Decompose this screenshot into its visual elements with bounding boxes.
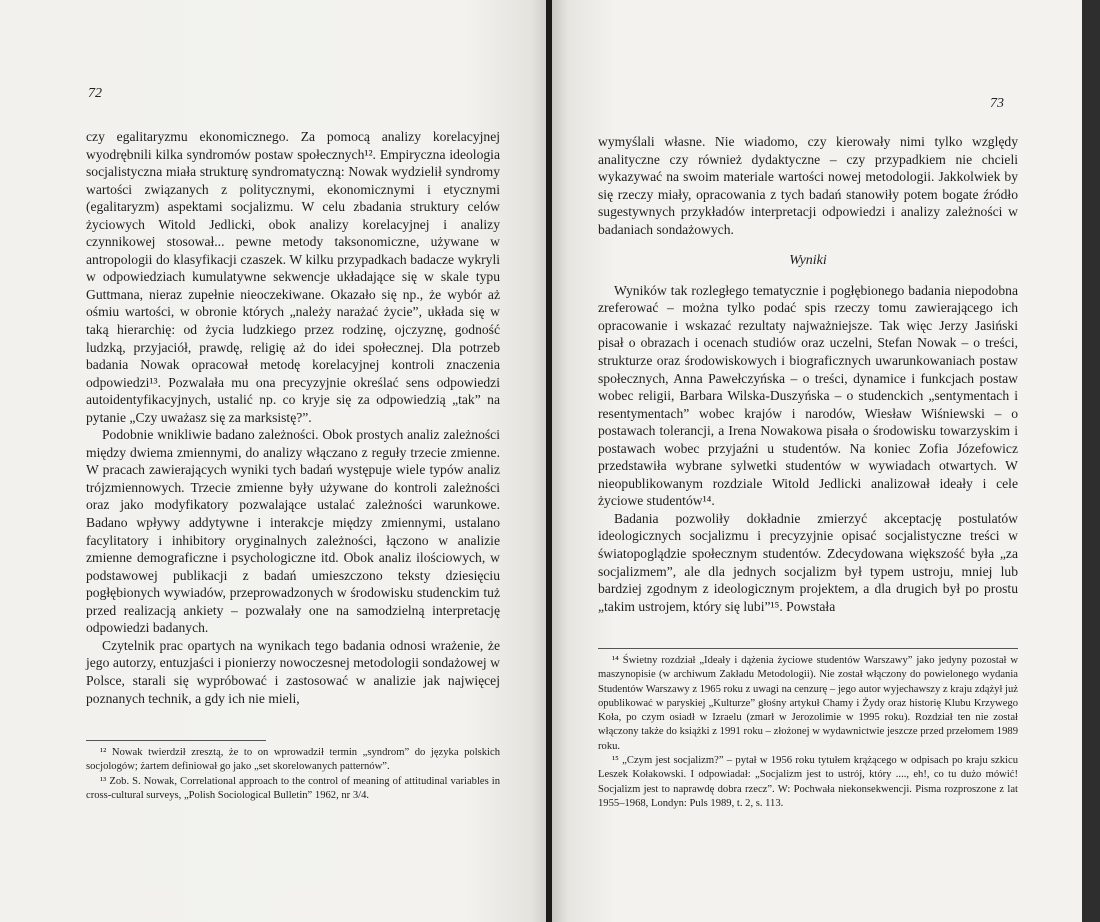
footnote: ¹⁵ „Czym jest socjalizm?” – pytał w 1956 roku tytułem krążącego w odpisach po kraju szkicu Leszek Kołakowski. I odpowiadał: „Socjalizm jest to ustrój, który ...., eh!, co tu dużo mówić! Socjalizm jest to naprawdę dobra rzecz”. W: Pochwała niekonsekwencji. Pisma rozproszone z lat 1955–1968, Londyn: Puls 1989, t. 2, s. 113. — [598, 755, 1018, 809]
footnote-divider — [86, 740, 266, 741]
background-edge — [1082, 0, 1100, 922]
left-body-text — [86, 128, 500, 707]
paragraph: Czytelnik prac opartych na wynikach tego badania odnosi wrażenie, że jego autorzy, entuzjaści i pionierzy nowoczesnej metodologii sondażowej w Polsce, starali się wypróbować i zastosować w analizie jak najwięcej poznanych technik, a gdy ich nie mieli, — [86, 637, 500, 706]
footnote: ¹² Nowak twierdził zresztą, że to on wprowadził termin „syndrom” do języka polskich socjologów; żartem definiował go jako „set skorelowanych patternów”. — [86, 747, 500, 773]
paragraph: Badania pozwoliły dokładnie zmierzyć akceptację postulatów ideologicznych socjalizmu i precyzyjnie opisać socjalistyczne treści w światopoglądzie społecznym studentów. Zdecydowana większość była „za socjalizmem”, ale dla jednych socjalizm był typem ustroju, mniej lub bardziej zgodnym z ideologicznym projektem, a dla drugich był po prostu „takim ustrojem, który się lubi”¹⁵. Powstała — [598, 510, 1018, 614]
paragraph: wymyślali własne. Nie wiadomo, czy kierowały nimi tylko względy analityczne czy również dydaktyczne – czy przypadkiem nie chcieli wykazywać na swoim materiale wartości nowej metodologii. Jakkolwiek by się rzeczy miały, opracowania z tych badań stanowiły potem bogate źródło sugestywnych przykładów interpretacji odpowiedzi i analizy zależności w badaniach sondażowych. — [598, 134, 1018, 237]
section-heading: Wyniki — [789, 253, 827, 269]
left-page — [0, 0, 548, 922]
footnote: ¹³ Zob. S. Nowak, Correlational approach to the control of meaning of attitudinal variables in cross-cultural surveys, „Polish Sociological Bulletin” 1962, nr 3/4. — [86, 775, 500, 801]
page-number-right: 73 — [990, 96, 1004, 111]
right-body-text — [598, 133, 1018, 615]
footnote-divider — [598, 648, 1018, 649]
page-number-left: 72 — [88, 86, 102, 101]
paragraph: Wyników tak rozległego tematycznie i pogłębionego badania niepodobna zreferować – można tylko podać spis rzeczy tomu zawierającego ich opracowanie i wskazać rezultaty najważniejsze. Tak więc Jerzy Jasiński pisał o obrazach i ocenach studiów oraz uczelni, Stefan Nowak – o treści, strukturze oraz środowiskowych i biograficznych uwarunkowaniach postaw społecznych, Anna Pawełczyńska – o treści, dynamice i funkcjach postaw wobec religii, Barbara Wilska-Duszyńska – o studenckich „sentymentach i resentymentach” wobec krajów i narodów, Wiesław Wiśniewski – o postawach tolerancji, a Irena Nowakowa pisała o środowisku towarzyskim i postawach wobec przyjaźni u studentów. Na koniec Zofia Józefowicz przedstawiła wybrane sylwetki studentów w wywiadach otwartych. W nieopublikowanym rozdziale Witold Jedlicki analizował ideały i cele życiowe studentów¹⁴. — [598, 282, 1018, 509]
paragraph: czy egalitaryzmu ekonomicznego. Za pomocą analizy korelacyjnej wyodrębnili kilka syndromów postaw społecznych¹². Empiryczna ideologia socjalistyczna miała strukturę syndromatyczną: Nowak wydzielił syndromy wartości związanych z politycznymi, ekonomicznymi i etycznymi (egalitaryzm) aspektami socjalizmu. W celu zbadania struktury celów życiowych Witold Jedlicki, obok analizy korelacyjnej i analizy czynnikowej stosował... pewne metody taksonomiczne, używane w antropologii do klasyfikacji czaszek. W kilku przypadkach badacze wykryli w odpowiedziach kumulatywne sekwencje układające się w skale typu Guttmana, nieraz zupełnie nieoczekiwane. Okazało się np., że wybór aż ośmiu wartości, w obronie których „należy narażać życie”, układa się w taką hierarchię: od życia ludzkiego przez rodzinę, ojczyznę, godność ludzką, przyjaciół, prawdę, religię aż do idei społecznej. Dla potrzeb badania Nowak opracował metodę korelacyjnej kontroli znaczenia odpowiedzi¹³. Pozwalała mu ona precyzyjnie określać sens odpowiedzi autoidentyfikacyjnych, ustalić np. co kryje się za odpowiedzią „tak” na pytanie „Czy uważasz się za marksistę?”. — [86, 129, 500, 425]
left-footnotes — [86, 746, 500, 803]
right-footnotes — [598, 654, 1018, 811]
paragraph: Podobnie wnikliwie badano zależności. Obok prostych analiz zależności między dwiema zmiennymi, do analizy włączano z reguły trzecie zmienne. W pracach zawierających wyniki tych badań występuje wiele typów analiz trójzmiennowych. Trzecie zmienne były używane do kontroli zależności oraz jako modyfikatory pozwalające ustalać zależności warunkowe. Badano wpływy addytywne i interakcje między zmiennymi, ustalano facylitatory i inhibitory oryginalnych zależności, łączono w analizie zmienne demograficzne i psychologiczne itd. Obok analiz ilościowych, w podstawowej publikacji z badań umieszczono teksty dziesięciu pogłębionych wywiadów, przeprowadzonych w środowisku studenckim tuż przed realizacją ankiety – pozwalały one na samodzielną interpretację odpowiedzi badanych. — [86, 427, 500, 636]
footnote: ¹⁴ Świetny rozdział „Ideały i dążenia życiowe studentów Warszawy” jako jedyny pozostał w maszynopisie (w archiwum Zakładu Metodologii). Nie został włączony do powielonego wydania Studentów Warszawy z 1965 roku z uwagi na cenzurę – jego autor wyjechawszy z kraju zdążył już opublikować w paryskiej „Kulturze” głośny artykuł Chamy i Żydy oraz historię Klubu Krzywego Koła, po czym osiadł w Izraelu (zmarł w Jerozolimie w 1995 roku). Rozdział ten nie został włączony także do książki z 1991 roku – złożonej w wydawnictwie jeszcze przed przełomem 1989 roku. — [598, 655, 1018, 752]
